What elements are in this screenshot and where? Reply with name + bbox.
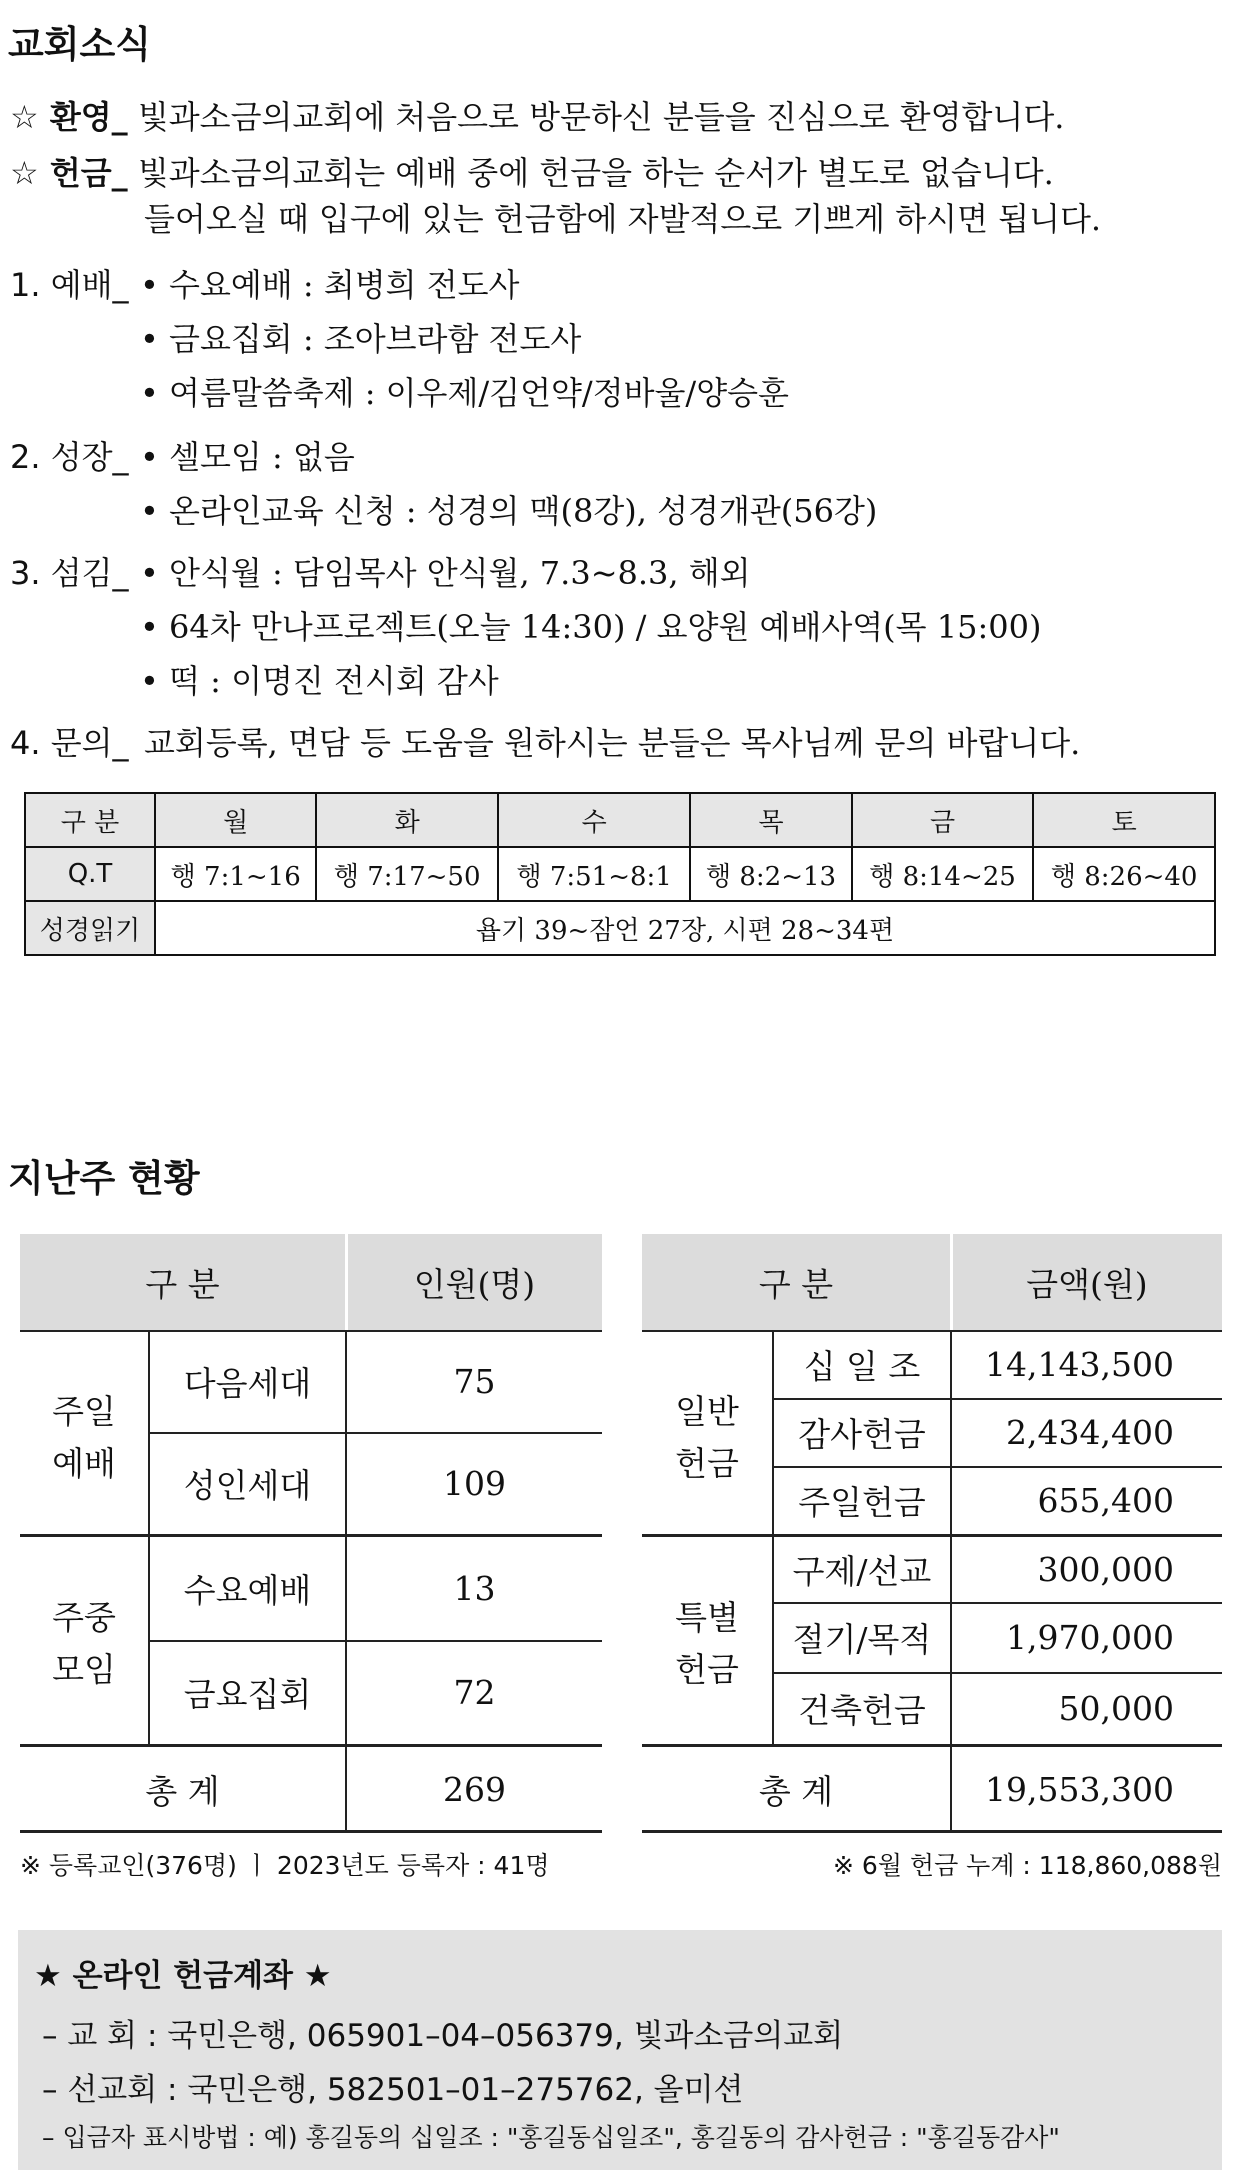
welcome-label: ☆ 환영_ bbox=[10, 98, 128, 136]
attendance-row-value: 109 bbox=[443, 1463, 506, 1503]
qt-thu: 행 8:2~13 bbox=[690, 847, 851, 901]
offering-header-category: 구 분 bbox=[758, 1264, 834, 1304]
offering-total-value: 19,553,300 bbox=[985, 1769, 1174, 1809]
offering-row-value: 655,400 bbox=[1037, 1480, 1174, 1520]
offering-row-value: 300,000 bbox=[1037, 1549, 1174, 1589]
account-church: – 교 회 : 국민은행, 065901–04–056379, 빛과소금의교회 bbox=[42, 2018, 844, 2054]
offering-row-value: 14,143,500 bbox=[985, 1344, 1174, 1384]
item-1-line-3: • 여름말씀축제 : 이우제/김언약/정바울/양승훈 bbox=[140, 374, 789, 412]
group-general-1: 일반 bbox=[675, 1391, 739, 1431]
offering-row-name: 감사헌금 bbox=[798, 1414, 926, 1454]
offering-text-2: 들어오실 때 입구에 있는 헌금함에 자발적으로 기쁘게 하시면 됩니다. bbox=[144, 200, 1102, 238]
item-3-line-2: • 64차 만나프로젝트(오늘 14:30) / 요양원 예배사역(목 15:00) bbox=[140, 608, 1042, 646]
group-weekday-1: 주중 bbox=[52, 1597, 116, 1637]
attendance-row-value: 75 bbox=[453, 1361, 496, 1401]
qt-header-mon: 월 bbox=[155, 793, 316, 847]
attendance-row-name: 성인세대 bbox=[183, 1465, 312, 1505]
qt-header-fri: 금 bbox=[852, 793, 1034, 847]
offering-row-name: 건축헌금 bbox=[798, 1690, 926, 1730]
online-account-title: ★ 온라인 헌금계좌 ★ bbox=[34, 1958, 332, 1994]
item-2-line-1: • 셀모임 : 없음 bbox=[140, 438, 355, 476]
offering-total-label: 총 계 bbox=[758, 1771, 834, 1811]
welcome-line bbox=[10, 92, 1064, 138]
qt-header-row bbox=[25, 793, 1215, 847]
group-general-2: 헌금 bbox=[675, 1443, 739, 1483]
offering-row-value: 2,434,400 bbox=[1006, 1412, 1174, 1452]
offering-row-name: 구제/선교 bbox=[792, 1551, 932, 1591]
qt-header-sat: 토 bbox=[1033, 793, 1215, 847]
qt-fri: 행 8:14~25 bbox=[852, 847, 1034, 901]
group-special-1: 특별 bbox=[675, 1597, 739, 1637]
offering-row-name: 절기/목적 bbox=[792, 1619, 932, 1659]
reading-value: 욥기 39~잠언 27장, 시편 28~34편 bbox=[155, 901, 1215, 955]
attendance-header-count: 인원(명) bbox=[413, 1264, 536, 1304]
qt-header-category: 구 분 bbox=[25, 793, 155, 847]
qt-header-tue: 화 bbox=[316, 793, 498, 847]
qt-table bbox=[24, 792, 1216, 956]
group-sunday-1: 주일 bbox=[52, 1391, 116, 1431]
attendance-total-value: 269 bbox=[443, 1769, 506, 1809]
qt-header-wed: 수 bbox=[498, 793, 690, 847]
offering-label: ☆ 헌금_ bbox=[10, 154, 128, 192]
welcome-text: 빛과소금의교회에 처음으로 방문하신 분들을 진심으로 환영합니다. bbox=[127, 98, 1065, 136]
reading-row bbox=[25, 901, 1215, 955]
note-offering-total: ※ 6월 헌금 누계 : 118,860,088원 bbox=[833, 1851, 1222, 1880]
qt-row-label: Q.T bbox=[25, 847, 155, 901]
item-2-line-2: • 온라인교육 신청 : 성경의 맥(8강), 성경개관(56강) bbox=[140, 492, 878, 530]
offering-line bbox=[10, 148, 1054, 194]
offering-row-value: 50,000 bbox=[1058, 1688, 1174, 1728]
item-1-line-1: • 수요예배 : 최병희 전도사 bbox=[140, 266, 520, 304]
reading-row-label: 성경읽기 bbox=[25, 901, 155, 955]
attendance-row-name: 수요예배 bbox=[183, 1570, 312, 1610]
attendance-total-label: 총 계 bbox=[145, 1771, 220, 1811]
offering-header-amount: 금액(원) bbox=[1026, 1264, 1148, 1304]
qt-tue: 행 7:17~50 bbox=[316, 847, 498, 901]
item-1-line-2: • 금요집회 : 조아브라함 전도사 bbox=[140, 320, 582, 358]
account-mission: – 선교회 : 국민은행, 582501–01–275762, 올미션 bbox=[42, 2072, 744, 2108]
qt-sat: 행 8:26~40 bbox=[1033, 847, 1215, 901]
offering-row-name: 십 일 조 bbox=[803, 1346, 921, 1386]
attendance-row-name: 금요집회 bbox=[183, 1674, 312, 1714]
item-1-num: 1. 예배_ bbox=[10, 266, 129, 304]
group-weekday-2: 모임 bbox=[52, 1649, 116, 1689]
qt-wed: 행 7:51~8:1 bbox=[498, 847, 690, 901]
item-4-line-1: 교회등록, 면담 등 도움을 원하시는 분들은 목사님께 문의 바랍니다. bbox=[144, 724, 1081, 762]
offering-row-value: 1,970,000 bbox=[1006, 1617, 1174, 1657]
item-3-line-1: • 안식월 : 담임목사 안식월, 7.3~8.3, 해외 bbox=[140, 554, 751, 592]
item-3-line-3: • 떡 : 이명진 전시회 감사 bbox=[140, 662, 499, 700]
news-title: 교회소식 bbox=[8, 23, 151, 66]
qt-mon: 행 7:1~16 bbox=[155, 847, 316, 901]
group-special-2: 헌금 bbox=[675, 1649, 739, 1689]
attendance-header-category: 구 분 bbox=[145, 1264, 220, 1304]
last-week-title: 지난주 현황 bbox=[8, 1157, 200, 1200]
item-1 bbox=[10, 260, 129, 306]
item-3-num: 3. 섬김_ bbox=[10, 554, 129, 592]
item-4-num: 4. 문의_ bbox=[10, 724, 129, 762]
offering-row-name: 주일헌금 bbox=[798, 1482, 926, 1522]
offering-text: 빛과소금의교회는 예배 중에 헌금을 하는 순서가 별도로 없습니다. bbox=[127, 154, 1054, 192]
group-sunday-2: 예배 bbox=[52, 1443, 116, 1483]
attendance-row-name: 다음세대 bbox=[183, 1363, 312, 1403]
account-method: – 입금자 표시방법 : 예) 홍길동의 십일조 : "홍길동십일조", 홍길동의 감사헌금 : "홍길동감사" bbox=[42, 2123, 1060, 2152]
attendance-row-value: 72 bbox=[453, 1672, 496, 1712]
qt-header-thu: 목 bbox=[690, 793, 851, 847]
item-2-num: 2. 성장_ bbox=[10, 438, 129, 476]
attendance-row-value: 13 bbox=[453, 1568, 496, 1608]
qt-row bbox=[25, 847, 1215, 901]
note-registered: ※ 등록교인(376명) ㅣ 2023년도 등록자 : 41명 bbox=[20, 1851, 550, 1880]
